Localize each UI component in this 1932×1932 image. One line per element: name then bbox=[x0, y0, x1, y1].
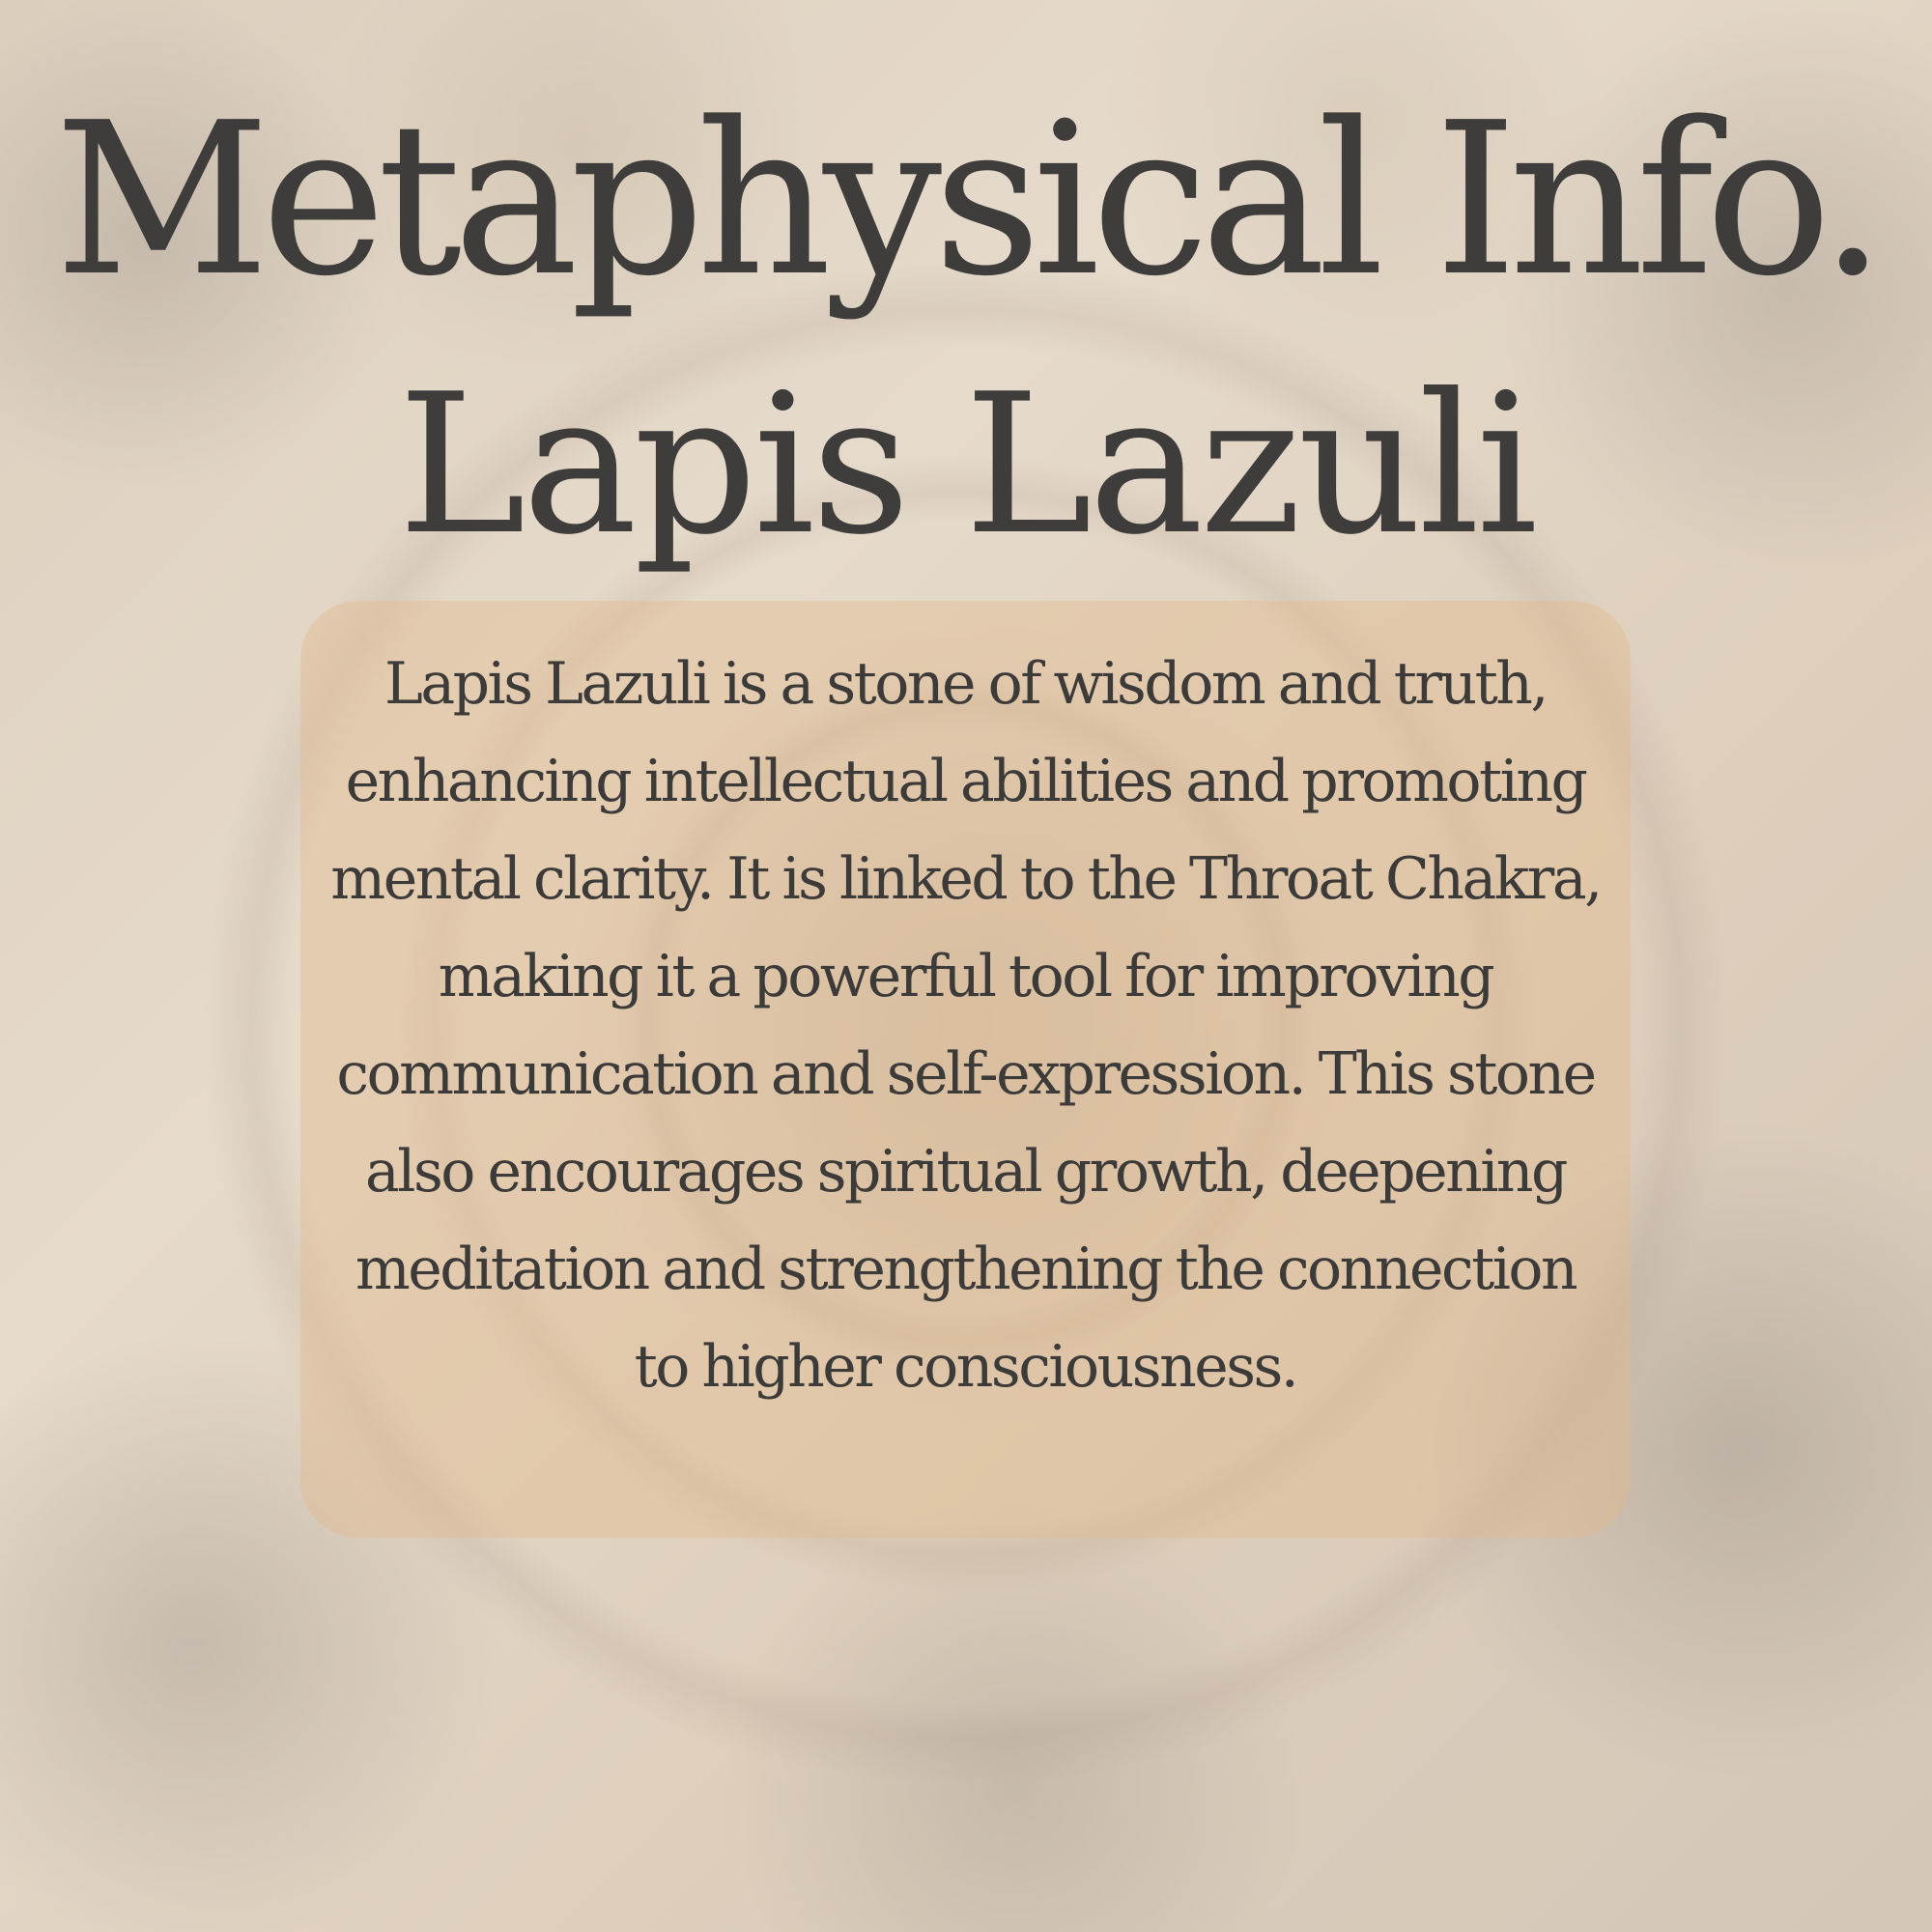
description-text: Lapis Lazuli is a stone of wisdom and truth, enhancing intellectual abilities and promoting mental clarity. It is linked to the Throat Chakra, making it a powerful tool for improving communication and self-expression. This stone also encourages spiritual growth, deepening meditation and strengthening the connection to higher consciousness. bbox=[330, 650, 1601, 1401]
description-panel bbox=[300, 601, 1631, 1538]
stone-name-heading: Lapis Lazuli bbox=[397, 353, 1535, 578]
page-title: Metaphysical Info. bbox=[54, 78, 1878, 323]
